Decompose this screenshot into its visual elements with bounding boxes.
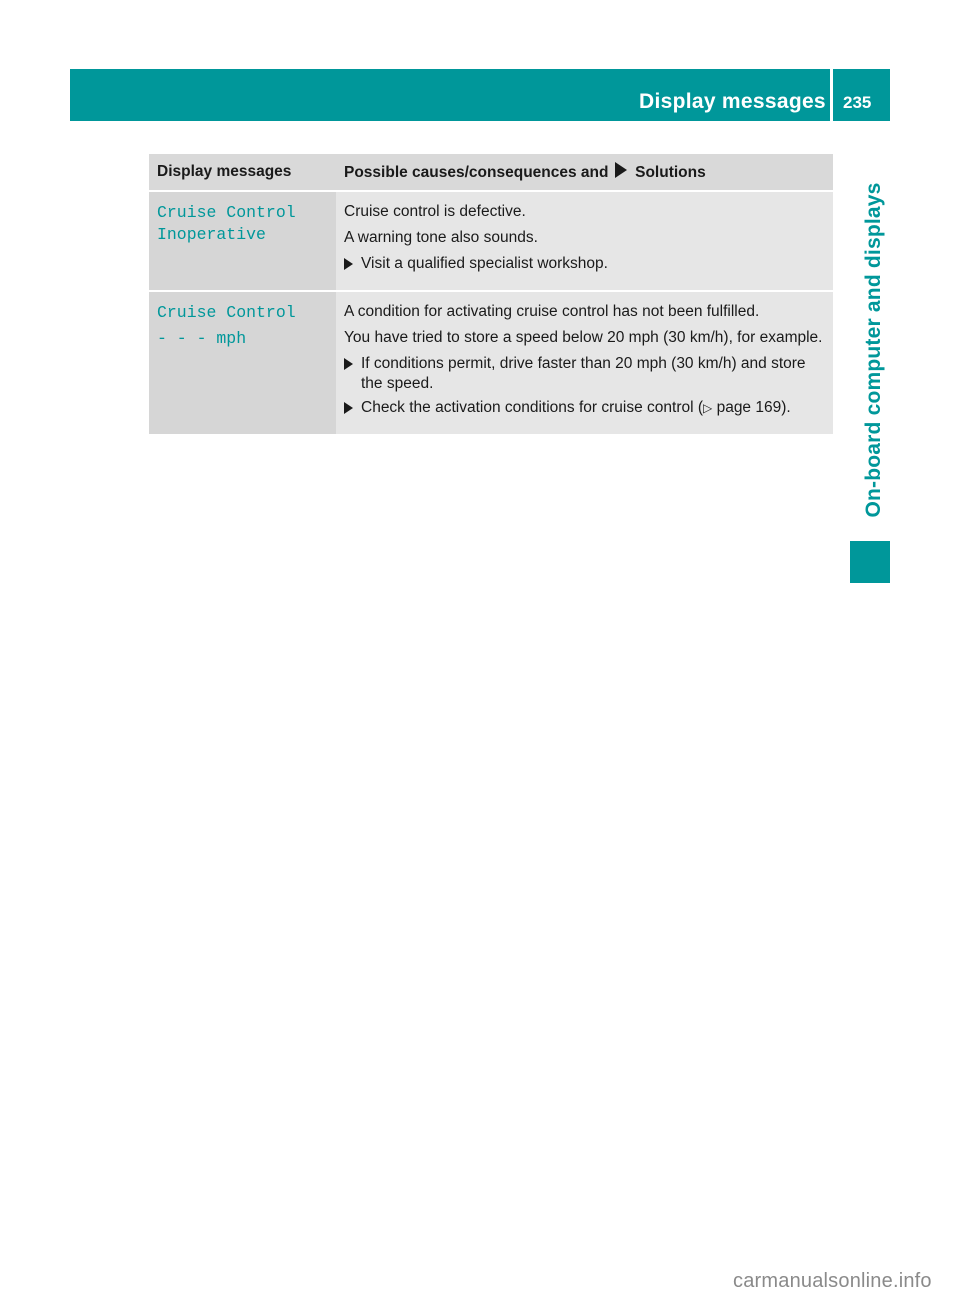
display-messages-table <box>149 154 833 434</box>
display-message-line: - - - mph <box>157 329 247 348</box>
display-message-line: Inoperative <box>157 225 266 244</box>
consequence-text: A warning tone also sounds. <box>344 229 538 246</box>
page-reference-icon: ▷ <box>703 401 713 415</box>
solution-step <box>344 354 825 394</box>
step-arrow-icon <box>344 402 353 414</box>
display-message-line: Cruise Control <box>157 303 296 322</box>
solution-step-text: Check the activation conditions for cruise control ( <box>361 399 704 416</box>
column-header-causes-text: Possible causes/consequences and <box>344 164 609 181</box>
table-row <box>149 191 833 291</box>
display-message-cell <box>149 191 336 291</box>
consequence-text: You have tried to store a speed below 20 mph (30 km/h), for example. <box>344 329 823 346</box>
step-arrow-icon <box>344 358 353 370</box>
side-tab-label: On-board computer and displays <box>862 182 885 518</box>
side-tab-marker <box>850 541 890 583</box>
table-header-row <box>149 154 833 191</box>
causes-solutions-cell <box>336 291 833 434</box>
solution-step <box>344 254 825 274</box>
solution-step-text: If conditions permit, drive faster than 20 mph (30 km/h) and store the speed. <box>361 355 806 392</box>
step-arrow-icon <box>344 258 353 270</box>
column-header-solutions-text: Solutions <box>635 164 706 181</box>
column-header-display-messages: Display messages <box>149 154 336 191</box>
solution-step <box>344 398 825 418</box>
solution-step-text: Visit a qualified specialist workshop. <box>361 255 608 272</box>
display-message-cell <box>149 291 336 434</box>
table-row <box>149 291 833 434</box>
step-arrow-icon <box>615 162 627 178</box>
column-header-causes-solutions <box>336 154 833 191</box>
header-divider <box>830 69 833 121</box>
page-number: 235 <box>843 93 872 112</box>
causes-solutions-cell <box>336 191 833 291</box>
cause-text: Cruise control is defective. <box>344 203 526 220</box>
page-section-title: Display messages <box>639 90 826 113</box>
page-reference-text[interactable]: page 169). <box>712 399 791 416</box>
watermark: carmanualsonline.info <box>733 1270 932 1292</box>
display-message-line: Cruise Control <box>157 203 296 222</box>
cause-text: A condition for activating cruise control has not been fulfilled. <box>344 303 760 320</box>
